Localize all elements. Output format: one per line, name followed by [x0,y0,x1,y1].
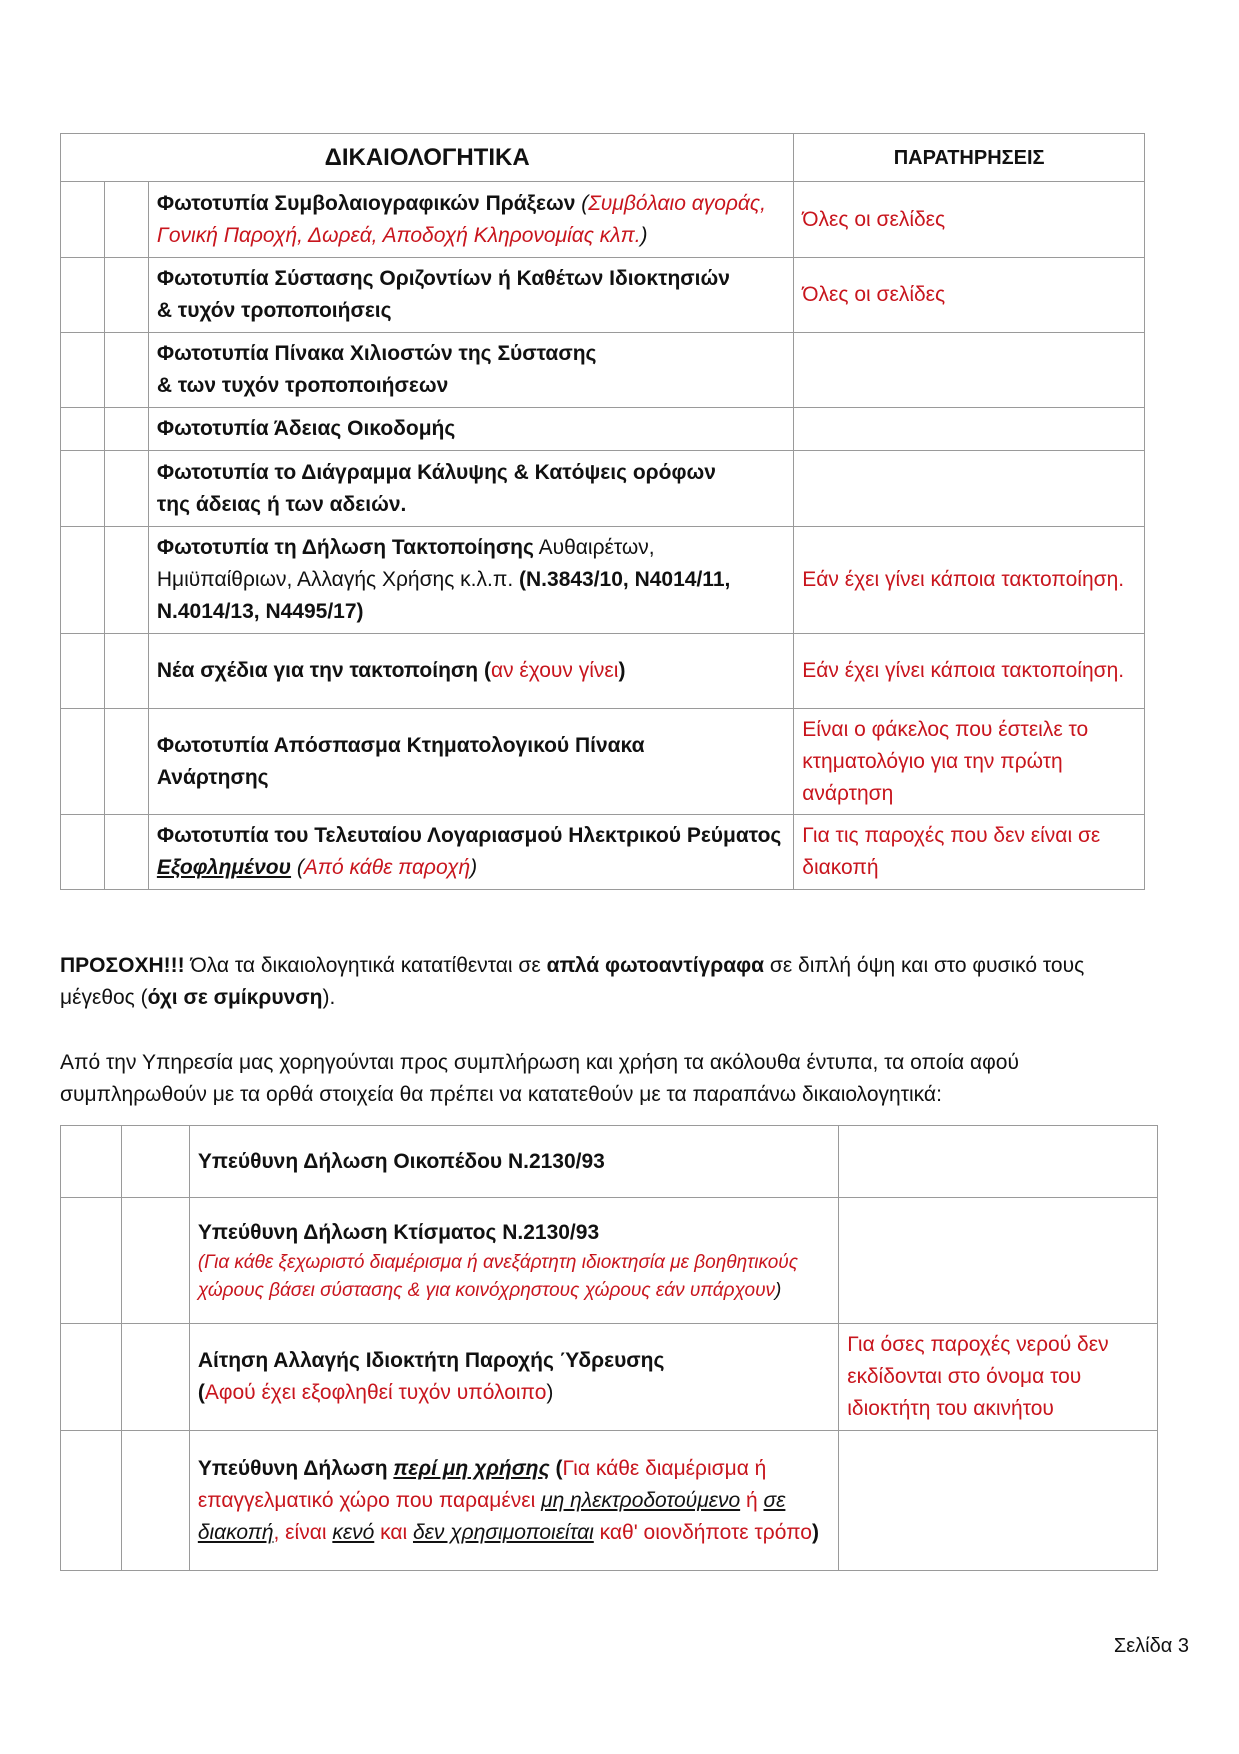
emphasis: σε διακοπή [197,1488,786,1544]
checkbox-cell[interactable] [121,1198,189,1324]
note-cell: Είναι ο φάκελος που έστειλε το κτηματολόγιο για την πρώτη ανάρτηση [794,709,1145,815]
note-cell [839,1431,1158,1571]
document-title: της άδειας ή των αδειών. [156,492,407,516]
checkbox-cell[interactable] [61,709,105,815]
table-row [61,258,1145,333]
form-detail: , είναι [273,1520,333,1544]
checkbox-cell[interactable] [104,634,148,709]
checkbox-cell[interactable] [121,1431,189,1571]
notice-emphasis: απλά φωτοαντίγραφα [546,954,765,977]
note-cell: Εάν έχει γίνει κάποια τακτοποίηση. [794,634,1145,709]
form-detail: Αφού έχει εξοφληθεί τυχόν υπόλοιπο [204,1381,547,1404]
checkbox-cell[interactable] [61,408,105,451]
document-title: Νέα σχέδια για την τακτοποίηση [156,659,484,682]
paren: ) [470,856,478,879]
document-title: & τυχόν τροποποιήσεις [156,299,392,322]
table-row [61,182,1145,258]
form-detail: (Για κάθε ξεχωριστό διαμέρισμα ή ανεξάρτητη ιδιοκτησία με βοηθητικούς χώρους βάσει σύστασης & για κοινόχρηστους χώρους εάν υπάρχουν [197,1251,798,1301]
header-documents: ΔΙΚΑΙΟΛΟΓΗΤΙΚΑ [61,134,794,182]
document-title: Φωτοτυπία το Διάγραμμα Κάλυψης & Κατόψεις ορόφων [156,460,716,484]
document-cell [148,182,793,258]
intro-paragraph: Από την Υπηρεσία μας χορηγούνται προς συμπλήρωση και χρήση τα ακόλουθα έντυπα, τα οποία αφού συμπληρωθούν με τα ορθά στοιχεία θα πρέπει να κατατεθούν με τα παραπάνω δικαιολογητικά: [60,1051,1019,1106]
table-row [61,1324,1158,1431]
notice-paragraph [60,950,1160,1014]
page-number: Σελίδα 3 [1113,1635,1189,1657]
form-detail: καθ' οιονδήποτε τρόπο [593,1520,812,1544]
note-cell [794,408,1145,451]
paren: ( [296,856,304,879]
document-cell [148,709,793,815]
checkbox-cell[interactable] [104,451,148,527]
form-cell [189,1324,838,1431]
document-detail: Συμβόλαιο αγοράς, Γονική Παροχή, Δωρεά, Αποδοχή Κληρονομίας κλπ. [156,191,766,247]
checkbox-cell[interactable] [121,1324,189,1431]
documents-table [60,133,1145,890]
document-cell [148,258,793,333]
form-title: Υπεύθυνη Δήλωση [197,1456,394,1480]
checkbox-cell[interactable] [61,258,105,333]
checkbox-cell[interactable] [61,815,105,890]
document-title: & των τυχόν τροποποιήσεων [156,374,449,397]
note-cell [794,451,1145,527]
note-cell [839,1126,1158,1198]
note-cell: Για τις παροχές που δεν είναι σε διακοπή [794,815,1145,890]
document-detail: Από κάθε παροχή [303,856,471,879]
table-header-row [61,134,1145,182]
checkbox-cell[interactable] [61,182,105,258]
document-detail: Αυθαιρέτων, Ημιϋπαίθριων, Αλλαγής Χρήσης κ.λ.π. [156,536,655,591]
document-title: Ανάρτησης [156,765,269,789]
law-reference: (Ν.3843/10, Ν4014/11, Ν.4014/13, Ν4495/17) [156,568,731,623]
table-row [61,1431,1158,1571]
note-cell: Εάν έχει γίνει κάποια τακτοποίηση. [794,527,1145,634]
table-row [61,451,1145,527]
checkbox-cell[interactable] [104,333,148,408]
notice-label: ΠΡΟΣΟΧΗ!!! [60,954,185,977]
table-row [61,408,1145,451]
form-title: Υπεύθυνη Δήλωση Κτίσματος Ν.2130/93 [197,1220,600,1244]
document-title: Φωτοτυπία Απόσπασμα Κτηματολογικού Πίνακα [156,733,645,757]
table-row [61,634,1145,709]
checkbox-cell[interactable] [61,1126,122,1198]
document-title: Φωτοτυπία Σύστασης Οριζοντίων ή Καθέτων Ιδιοκτησιών [156,267,730,290]
forms-table [60,1125,1158,1571]
notice-text: ). [322,986,336,1009]
emphasis: περί μη χρήσης [393,1456,550,1480]
form-title: Αίτηση Αλλαγής Ιδιοκτήτη Παροχής Ύδρευσης [197,1349,665,1372]
checkbox-cell[interactable] [104,815,148,890]
emphasis: μη ηλεκτροδοτούμενο [541,1488,741,1512]
table-row [61,1126,1158,1198]
checkbox-cell[interactable] [104,709,148,815]
document-title: Φωτοτυπία Πίνακα Χιλιοστών της Σύστασης [156,342,597,365]
form-cell [189,1198,838,1324]
note-cell: Για όσες παροχές νερού δεν εκδίδονται στο όνομα του ιδιοκτήτη του ακινήτου [839,1324,1158,1431]
paren: ( [197,1381,205,1404]
notice-emphasis: όχι σε σμίκρυνση [147,986,323,1009]
document-cell [148,333,793,408]
document-cell [148,815,793,890]
checkbox-cell[interactable] [61,634,105,709]
form-detail: Για κάθε διαμέρισμα ή επαγγελματικό χώρο που παραμένει [197,1456,767,1512]
paren: ( [581,191,589,215]
notice-text: σε διπλή όψη και στο φυσικό τους μέγεθος ( [60,954,1085,1009]
paren: ) [618,659,626,682]
emphasis: κενό [332,1520,375,1544]
checkbox-cell[interactable] [61,451,105,527]
table-row [61,527,1145,634]
checkbox-cell[interactable] [104,258,148,333]
paren: ) [546,1381,554,1404]
emphasis: Εξοφλημένου [156,856,292,879]
form-cell [189,1431,838,1571]
document-title: Φωτοτυπία του Τελευταίου Λογαριασμού Ηλεκτρικού Ρεύματος [156,824,782,847]
document-cell [148,451,793,527]
checkbox-cell[interactable] [61,1431,122,1571]
note-cell: Όλες οι σελίδες [794,258,1145,333]
checkbox-cell[interactable] [104,408,148,451]
paren: ) [775,1279,782,1301]
table-row [61,709,1145,815]
document-title: Φωτοτυπία Συμβολαιογραφικών Πράξεων [156,191,582,215]
document-detail: αν έχουν γίνει [490,659,619,682]
table-row [61,1198,1158,1324]
paren: ( [483,659,491,682]
table-row [61,815,1145,890]
document-title: Φωτοτυπία τη Δήλωση Τακτοποίησης [156,536,534,559]
checkbox-cell[interactable] [61,527,105,634]
checkbox-cell[interactable] [104,182,148,258]
emphasis: δεν χρησιμοποιείται [412,1520,594,1544]
note-cell [794,333,1145,408]
header-notes: ΠΑΡΑΤΗΡΗΣΕΙΣ [794,134,1145,182]
form-detail: και [374,1520,413,1544]
notice-text: Όλα τα δικαιολογητικά κατατίθενται σε [184,954,547,977]
checkbox-cell[interactable] [61,1198,122,1324]
note-cell [839,1198,1158,1324]
checkbox-cell[interactable] [61,333,105,408]
form-cell: Υπεύθυνη Δήλωση Οικοπέδου Ν.2130/93 [189,1126,838,1198]
table-row [61,333,1145,408]
paren: ) [640,223,648,247]
paren: ( [549,1456,563,1480]
checkbox-cell[interactable] [61,1324,122,1431]
form-detail: ή [740,1488,764,1512]
document-cell: Φωτοτυπία Άδειας Οικοδομής [148,408,793,451]
note-cell: Όλες οι σελίδες [794,182,1145,258]
document-cell [148,527,793,634]
checkbox-cell[interactable] [121,1126,189,1198]
document-cell [148,634,793,709]
checkbox-cell[interactable] [104,527,148,634]
paren: ) [812,1520,819,1544]
